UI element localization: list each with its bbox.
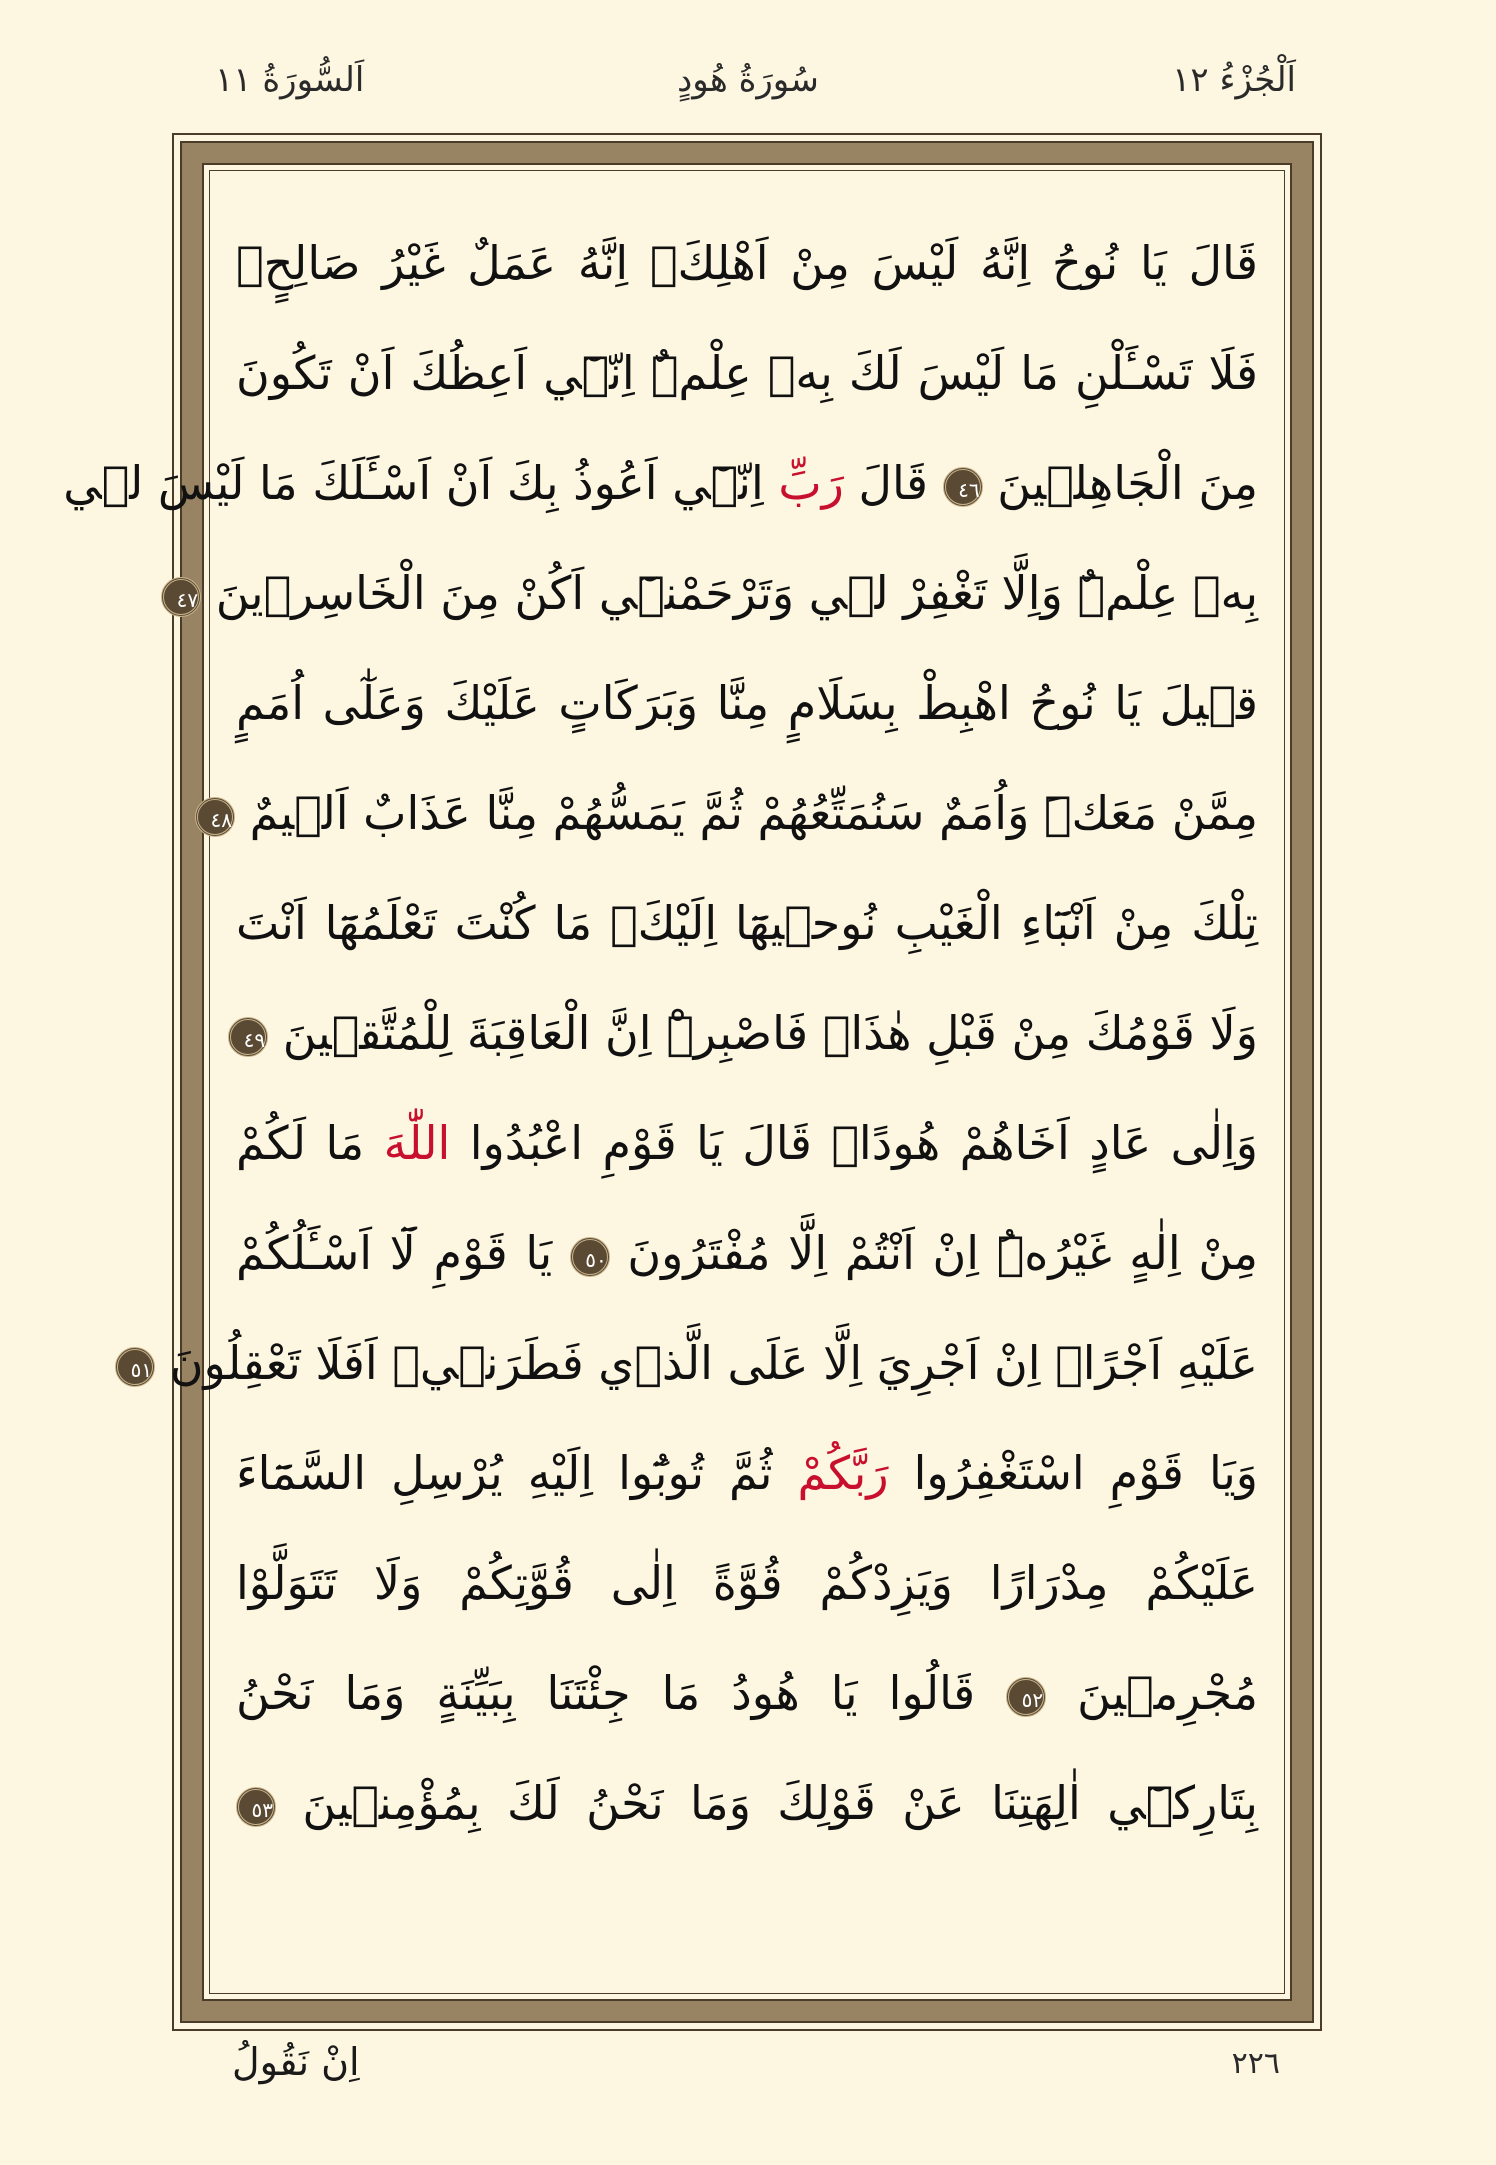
line-text: مِنْ اِلٰهٍ غَيْرُهُۜ اِنْ اَنْتُمْ اِلَّا مُفْتَرُونَ — [627, 1226, 1258, 1280]
text-line-10 — [236, 1198, 1258, 1308]
text-line-13 — [236, 1528, 1258, 1638]
divine-name-text: رَبِّ — [778, 456, 844, 510]
ayah-number-marker: ٥١ — [115, 1347, 155, 1387]
line-text: يَا قَوْمِ لَٓا اَسْـَٔلُكُمْ — [236, 1226, 570, 1280]
text-line-8 — [236, 978, 1258, 1088]
text-line-15 — [236, 1748, 1258, 1858]
text-line-14 — [236, 1638, 1258, 1748]
line-text: مِمَّنْ مَعَكَۜ وَاُمَمٌ سَنُمَتِّعُهُمْ ثُمَّ يَمَسُّهُمْ مِنَّا عَذَابٌ اَل۪يمٌ — [249, 786, 1258, 840]
ayah-number-marker: ٤٧ — [161, 577, 201, 617]
ayah-number-marker: ٤٨ — [195, 797, 235, 837]
line-text: مَا لَكُمْ — [236, 1116, 384, 1170]
surah-number: اَلسُّورَةُ ١١ — [215, 60, 365, 100]
line-text: عَلَيْكُمْ مِدْرَارًا وَيَزِدْكُمْ قُوَّةً اِلٰى قُوَّتِكُمْ وَلَا تَتَوَلَّوْا — [236, 1556, 1258, 1610]
ayah-number-marker: ٤٦ — [943, 467, 983, 507]
divine-name-text: اللّٰهَ — [383, 1116, 451, 1170]
ayah-number-marker: ٥٣ — [236, 1787, 276, 1827]
line-text: وَاِلٰى عَادٍ اَخَاهُمْ هُودًاۜ قَالَ يَا قَوْمِ اعْبُدُوا — [450, 1116, 1258, 1170]
text-line-9 — [236, 1088, 1258, 1198]
line-text: تِلْكَ مِنْ اَنْبَٓاءِ الْغَيْبِ نُوح۪يهَٓا اِلَيْكَۚ مَا كُنْتَ تَعْلَمُهَٓا اَنْتَ — [236, 896, 1258, 950]
text-line-4 — [176, 538, 1258, 648]
ayah-number-marker: ٤٩ — [228, 1017, 268, 1057]
surah-name: سُورَةُ هُودٍ — [677, 60, 819, 100]
line-text: قَالَ — [843, 456, 928, 510]
text-line-12 — [236, 1418, 1258, 1528]
ayah-number-marker: ٥٠ — [570, 1237, 610, 1277]
quran-text-block — [63, 208, 1259, 1968]
divine-name-text: رَبَّكُمْ — [797, 1446, 889, 1500]
text-line-5 — [236, 648, 1258, 758]
catchword: اِنْ نَقُولُ — [232, 2040, 360, 2084]
text-line-7 — [236, 868, 1258, 978]
juz-label: اَلْجُزْءُ ١٢ — [1172, 60, 1296, 100]
line-text: بِتَارِك۪ٓي اٰلِهَتِنَا عَنْ قَوْلِكَ وَمَا نَحْنُ لَكَ بِمُؤْمِن۪ينَ — [302, 1776, 1258, 1830]
line-text: اِنّ۪ٓي اَعُوذُ بِكَ اَنْ اَسْـَٔلَكَ مَا لَيْسَ ل۪ي — [63, 456, 779, 510]
line-text: مِنَ الْجَاهِل۪ينَ — [997, 456, 1258, 510]
page-number: ٢٢٦ — [1231, 2046, 1280, 2081]
line-text: قَالَ يَا نُوحُ اِنَّهُ لَيْسَ مِنْ اَهْلِكَۚ اِنَّهُ عَمَلٌ غَيْرُ صَالِحٍۗ — [236, 236, 1258, 290]
text-line-3 — [63, 428, 1258, 538]
text-line-6 — [210, 758, 1258, 868]
line-text: ق۪يلَ يَا نُوحُ اهْبِطْ بِسَلَامٍ مِنَّا وَبَرَكَاتٍ عَلَيْكَ وَعَلٰٓى اُمَمٍ — [236, 676, 1258, 730]
text-line-2 — [236, 318, 1258, 428]
line-text: وَيَا قَوْمِ اسْتَغْفِرُوا — [888, 1446, 1258, 1500]
line-text: قَالُوا يَا هُودُ مَا جِئْتَنَا بِبَيِّنَةٍ وَمَا نَحْنُ — [236, 1666, 1007, 1720]
line-text: مُجْرِم۪ينَ — [1077, 1666, 1259, 1720]
text-line-11 — [130, 1308, 1258, 1418]
line-text: فَلَا تَسْـَٔلْنِ مَا لَيْسَ لَكَ بِه۪ عِلْمٌۜ اِنّ۪ٓي اَعِظُكَ اَنْ تَكُونَ — [236, 346, 1258, 400]
line-text: وَلَا قَوْمُكَ مِنْ قَبْلِ هٰذَاۜ فَاصْبِرْۜ اِنَّ الْعَاقِبَةَ لِلْمُتَّق۪ينَ — [282, 1006, 1258, 1060]
line-text: عَلَيْهِ اَجْرًاۜ اِنْ اَجْرِيَ اِلَّا عَلَى الَّذ۪ي فَطَرَن۪يۜ اَفَلَا تَعْقِلُونَ — [169, 1336, 1258, 1390]
line-text: ثُمَّ تُوبُٓوا اِلَيْهِ يُرْسِلِ السَّمَٓاءَ — [236, 1446, 798, 1500]
text-line-1 — [236, 208, 1258, 318]
ayah-number-marker: ٥٢ — [1006, 1677, 1046, 1717]
line-text: بِه۪ عِلْمٌۜ وَاِلَّا تَغْفِرْ ل۪ي وَتَرْحَمْن۪ٓي اَكُنْ مِنَ الْخَاسِر۪ينَ — [215, 566, 1258, 620]
